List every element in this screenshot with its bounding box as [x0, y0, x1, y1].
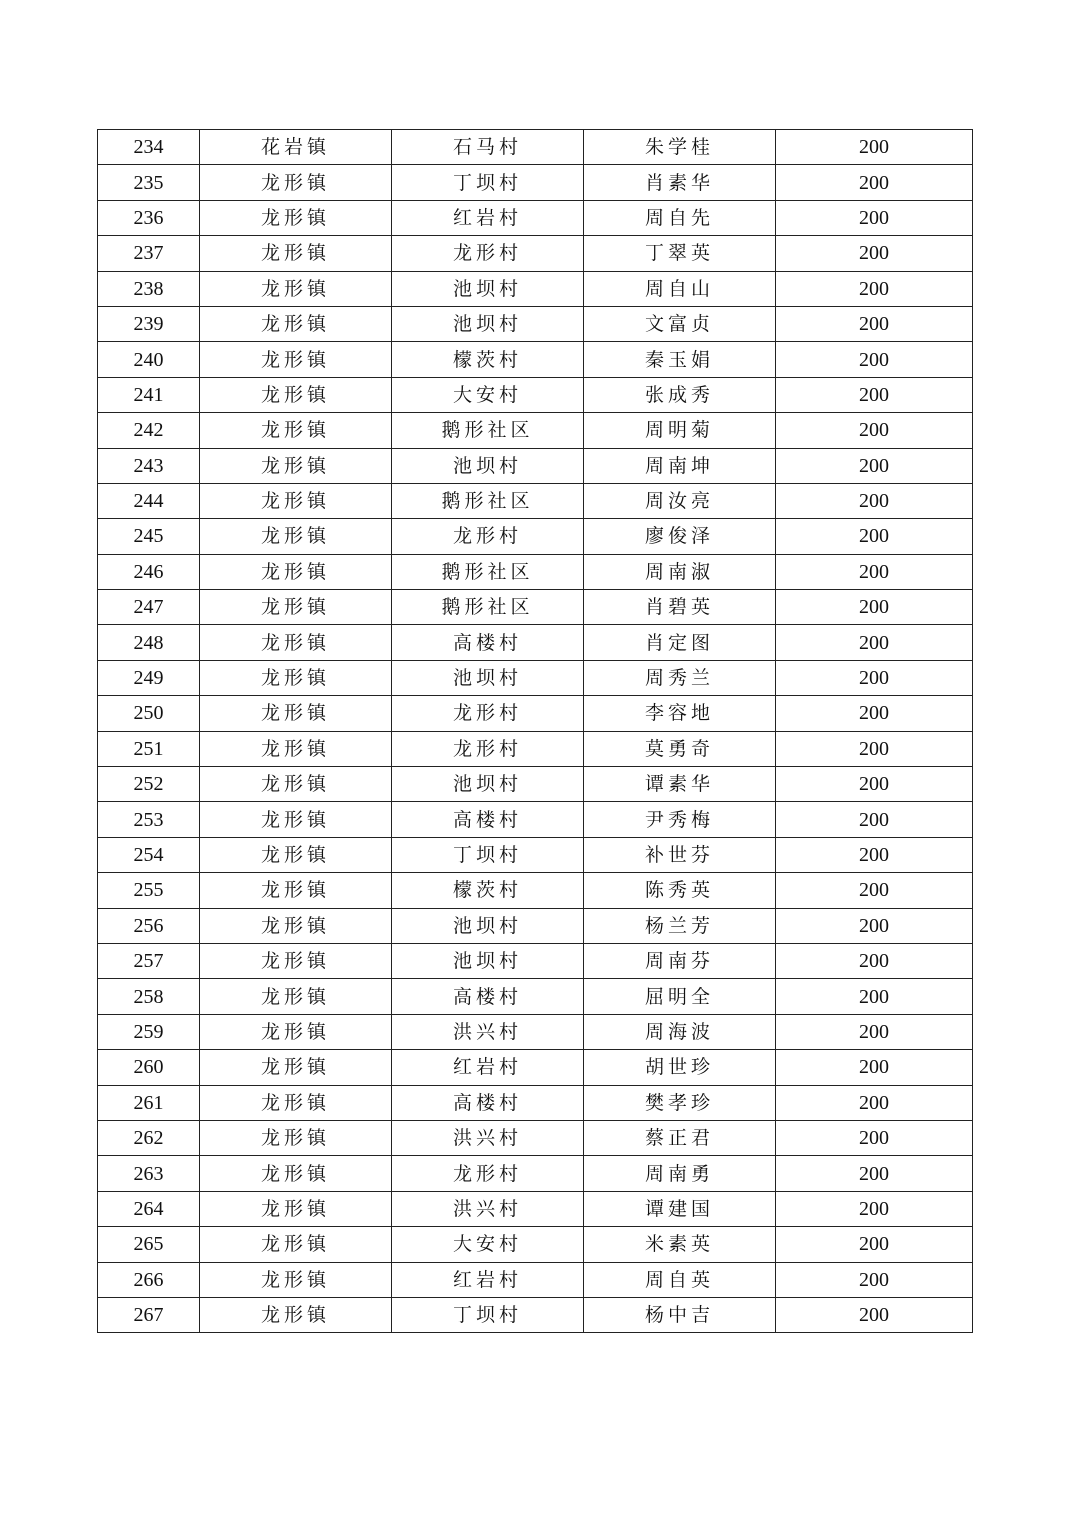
amount-cell: 200 [776, 943, 973, 978]
row-number-cell: 235 [98, 165, 200, 200]
name-cell: 周自先 [584, 200, 776, 235]
town-cell: 龙形镇 [200, 271, 392, 306]
row-number-cell: 262 [98, 1120, 200, 1155]
name-cell: 陈秀英 [584, 873, 776, 908]
table-row [98, 554, 973, 589]
name-cell: 周汝亮 [584, 483, 776, 518]
row-number-cell: 267 [98, 1297, 200, 1332]
name-cell: 屈明全 [584, 979, 776, 1014]
name-cell: 樊孝珍 [584, 1085, 776, 1120]
village-cell: 红岩村 [392, 200, 584, 235]
town-cell: 龙形镇 [200, 1156, 392, 1191]
town-cell: 龙形镇 [200, 660, 392, 695]
row-number-cell: 256 [98, 908, 200, 943]
town-cell: 龙形镇 [200, 731, 392, 766]
town-cell: 龙形镇 [200, 483, 392, 518]
town-cell: 龙形镇 [200, 448, 392, 483]
row-number-cell: 242 [98, 413, 200, 448]
village-cell: 檬茨村 [392, 873, 584, 908]
village-cell: 檬茨村 [392, 342, 584, 377]
table-row [98, 873, 973, 908]
row-number-cell: 254 [98, 837, 200, 872]
name-cell: 秦玉娟 [584, 342, 776, 377]
row-number-cell: 266 [98, 1262, 200, 1297]
table-row [98, 1120, 973, 1155]
table-row [98, 837, 973, 872]
name-cell: 肖定图 [584, 625, 776, 660]
amount-cell: 200 [776, 1297, 973, 1332]
name-cell: 肖素华 [584, 165, 776, 200]
row-number-cell: 251 [98, 731, 200, 766]
name-cell: 杨中吉 [584, 1297, 776, 1332]
amount-cell: 200 [776, 696, 973, 731]
village-cell: 龙形村 [392, 1156, 584, 1191]
amount-cell: 200 [776, 660, 973, 695]
town-cell: 龙形镇 [200, 1191, 392, 1226]
table-row [98, 1262, 973, 1297]
town-cell: 龙形镇 [200, 200, 392, 235]
name-cell: 周自山 [584, 271, 776, 306]
town-cell: 龙形镇 [200, 590, 392, 625]
village-cell: 丁坝村 [392, 165, 584, 200]
amount-cell: 200 [776, 448, 973, 483]
town-cell: 龙形镇 [200, 979, 392, 1014]
village-cell: 池坝村 [392, 908, 584, 943]
town-cell: 龙形镇 [200, 413, 392, 448]
row-number-cell: 258 [98, 979, 200, 1014]
name-cell: 廖俊泽 [584, 519, 776, 554]
row-number-cell: 241 [98, 377, 200, 412]
name-cell: 周南勇 [584, 1156, 776, 1191]
village-cell: 洪兴村 [392, 1191, 584, 1226]
row-number-cell: 253 [98, 802, 200, 837]
village-cell: 丁坝村 [392, 1297, 584, 1332]
table-row [98, 200, 973, 235]
name-cell: 周明菊 [584, 413, 776, 448]
row-number-cell: 245 [98, 519, 200, 554]
amount-cell: 200 [776, 483, 973, 518]
amount-cell: 200 [776, 625, 973, 660]
town-cell: 龙形镇 [200, 873, 392, 908]
amount-cell: 200 [776, 130, 973, 165]
row-number-cell: 246 [98, 554, 200, 589]
table-row [98, 1156, 973, 1191]
amount-cell: 200 [776, 165, 973, 200]
town-cell: 龙形镇 [200, 696, 392, 731]
amount-cell: 200 [776, 413, 973, 448]
village-cell: 龙形村 [392, 236, 584, 271]
name-cell: 尹秀梅 [584, 802, 776, 837]
name-cell: 莫勇奇 [584, 731, 776, 766]
name-cell: 周秀兰 [584, 660, 776, 695]
table-row [98, 1014, 973, 1049]
amount-cell: 200 [776, 731, 973, 766]
name-cell: 丁翠英 [584, 236, 776, 271]
name-cell: 杨兰芳 [584, 908, 776, 943]
amount-cell: 200 [776, 908, 973, 943]
village-cell: 红岩村 [392, 1262, 584, 1297]
row-number-cell: 234 [98, 130, 200, 165]
amount-cell: 200 [776, 1085, 973, 1120]
row-number-cell: 261 [98, 1085, 200, 1120]
town-cell: 龙形镇 [200, 837, 392, 872]
name-cell: 周南坤 [584, 448, 776, 483]
amount-cell: 200 [776, 1227, 973, 1262]
row-number-cell: 264 [98, 1191, 200, 1226]
name-cell: 周南淑 [584, 554, 776, 589]
village-cell: 龙形村 [392, 696, 584, 731]
name-cell: 米素英 [584, 1227, 776, 1262]
village-cell: 大安村 [392, 377, 584, 412]
name-cell: 谭素华 [584, 767, 776, 802]
table-row [98, 1191, 973, 1226]
table-row [98, 802, 973, 837]
name-cell: 周自英 [584, 1262, 776, 1297]
row-number-cell: 260 [98, 1050, 200, 1085]
table-row [98, 1085, 973, 1120]
amount-cell: 200 [776, 837, 973, 872]
row-number-cell: 240 [98, 342, 200, 377]
row-number-cell: 249 [98, 660, 200, 695]
table-row [98, 1050, 973, 1085]
town-cell: 龙形镇 [200, 342, 392, 377]
amount-cell: 200 [776, 1120, 973, 1155]
amount-cell: 200 [776, 979, 973, 1014]
village-cell: 大安村 [392, 1227, 584, 1262]
amount-cell: 200 [776, 271, 973, 306]
table-row [98, 767, 973, 802]
row-number-cell: 257 [98, 943, 200, 978]
row-number-cell: 243 [98, 448, 200, 483]
village-cell: 洪兴村 [392, 1014, 584, 1049]
village-cell: 鹅形社区 [392, 590, 584, 625]
table-row [98, 1227, 973, 1262]
village-cell: 龙形村 [392, 731, 584, 766]
village-cell: 池坝村 [392, 448, 584, 483]
town-cell: 花岩镇 [200, 130, 392, 165]
amount-cell: 200 [776, 590, 973, 625]
village-cell: 丁坝村 [392, 837, 584, 872]
name-cell: 胡世珍 [584, 1050, 776, 1085]
town-cell: 龙形镇 [200, 1050, 392, 1085]
subsidy-table [97, 129, 973, 1333]
name-cell: 文富贞 [584, 306, 776, 341]
town-cell: 龙形镇 [200, 306, 392, 341]
table-row [98, 130, 973, 165]
town-cell: 龙形镇 [200, 943, 392, 978]
village-cell: 高楼村 [392, 979, 584, 1014]
table-body [98, 130, 973, 1333]
row-number-cell: 265 [98, 1227, 200, 1262]
village-cell: 池坝村 [392, 943, 584, 978]
village-cell: 池坝村 [392, 767, 584, 802]
village-cell: 高楼村 [392, 625, 584, 660]
town-cell: 龙形镇 [200, 767, 392, 802]
table-row [98, 165, 973, 200]
row-number-cell: 238 [98, 271, 200, 306]
village-cell: 石马村 [392, 130, 584, 165]
table-row [98, 448, 973, 483]
amount-cell: 200 [776, 802, 973, 837]
town-cell: 龙形镇 [200, 377, 392, 412]
amount-cell: 200 [776, 873, 973, 908]
town-cell: 龙形镇 [200, 1085, 392, 1120]
town-cell: 龙形镇 [200, 1014, 392, 1049]
row-number-cell: 250 [98, 696, 200, 731]
name-cell: 朱学桂 [584, 130, 776, 165]
amount-cell: 200 [776, 1014, 973, 1049]
amount-cell: 200 [776, 236, 973, 271]
name-cell: 肖碧英 [584, 590, 776, 625]
town-cell: 龙形镇 [200, 165, 392, 200]
town-cell: 龙形镇 [200, 1262, 392, 1297]
row-number-cell: 255 [98, 873, 200, 908]
village-cell: 龙形村 [392, 519, 584, 554]
village-cell: 红岩村 [392, 1050, 584, 1085]
row-number-cell: 239 [98, 306, 200, 341]
name-cell: 补世芬 [584, 837, 776, 872]
name-cell: 蔡正君 [584, 1120, 776, 1155]
amount-cell: 200 [776, 1050, 973, 1085]
town-cell: 龙形镇 [200, 236, 392, 271]
table-row [98, 342, 973, 377]
table-row [98, 731, 973, 766]
village-cell: 鹅形社区 [392, 413, 584, 448]
table-row [98, 908, 973, 943]
table-row [98, 483, 973, 518]
town-cell: 龙形镇 [200, 1120, 392, 1155]
village-cell: 池坝村 [392, 660, 584, 695]
village-cell: 高楼村 [392, 802, 584, 837]
village-cell: 池坝村 [392, 306, 584, 341]
amount-cell: 200 [776, 377, 973, 412]
table-row [98, 660, 973, 695]
table-row [98, 413, 973, 448]
amount-cell: 200 [776, 767, 973, 802]
name-cell: 李容地 [584, 696, 776, 731]
table-row [98, 306, 973, 341]
table-row [98, 943, 973, 978]
amount-cell: 200 [776, 306, 973, 341]
name-cell: 周南芬 [584, 943, 776, 978]
table-row [98, 1297, 973, 1332]
row-number-cell: 259 [98, 1014, 200, 1049]
table-row [98, 979, 973, 1014]
village-cell: 鹅形社区 [392, 554, 584, 589]
town-cell: 龙形镇 [200, 802, 392, 837]
name-cell: 周海波 [584, 1014, 776, 1049]
row-number-cell: 236 [98, 200, 200, 235]
row-number-cell: 248 [98, 625, 200, 660]
row-number-cell: 252 [98, 767, 200, 802]
town-cell: 龙形镇 [200, 554, 392, 589]
table-row [98, 519, 973, 554]
table-row [98, 696, 973, 731]
town-cell: 龙形镇 [200, 519, 392, 554]
table-row [98, 377, 973, 412]
table-row [98, 271, 973, 306]
name-cell: 张成秀 [584, 377, 776, 412]
amount-cell: 200 [776, 200, 973, 235]
table-row [98, 590, 973, 625]
row-number-cell: 237 [98, 236, 200, 271]
town-cell: 龙形镇 [200, 908, 392, 943]
amount-cell: 200 [776, 1191, 973, 1226]
town-cell: 龙形镇 [200, 1297, 392, 1332]
table-row [98, 625, 973, 660]
town-cell: 龙形镇 [200, 625, 392, 660]
amount-cell: 200 [776, 554, 973, 589]
row-number-cell: 244 [98, 483, 200, 518]
amount-cell: 200 [776, 342, 973, 377]
village-cell: 洪兴村 [392, 1120, 584, 1155]
name-cell: 谭建国 [584, 1191, 776, 1226]
amount-cell: 200 [776, 519, 973, 554]
amount-cell: 200 [776, 1156, 973, 1191]
table-row [98, 236, 973, 271]
amount-cell: 200 [776, 1262, 973, 1297]
town-cell: 龙形镇 [200, 1227, 392, 1262]
village-cell: 高楼村 [392, 1085, 584, 1120]
row-number-cell: 247 [98, 590, 200, 625]
row-number-cell: 263 [98, 1156, 200, 1191]
village-cell: 鹅形社区 [392, 483, 584, 518]
village-cell: 池坝村 [392, 271, 584, 306]
